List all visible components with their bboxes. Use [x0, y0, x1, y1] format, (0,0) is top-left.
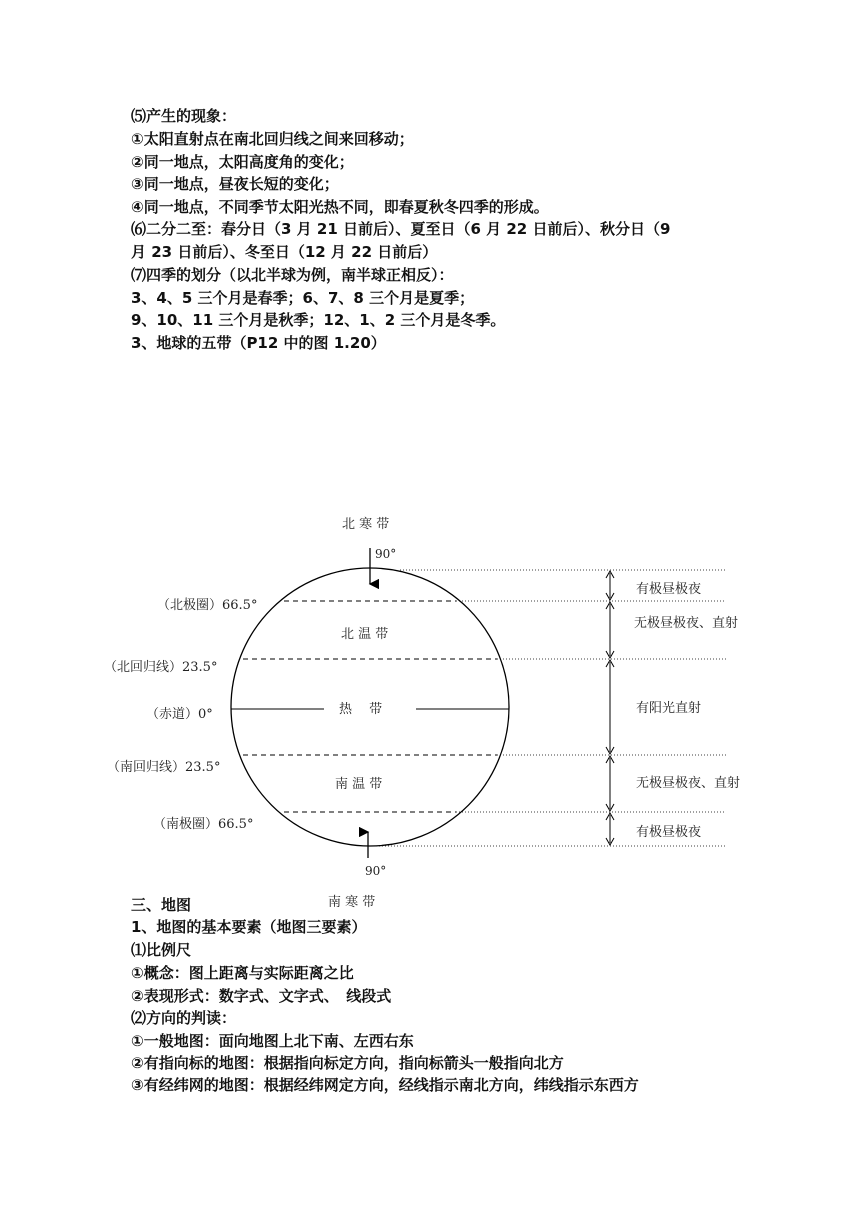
right-label-temperate-north: 无极昼极夜、直射	[634, 616, 739, 631]
right-label-polar-south: 有极昼极夜	[636, 825, 702, 840]
south-temperate-label: 南 温 带	[335, 777, 383, 792]
range-arrow-polar-south	[606, 813, 614, 845]
range-arrow-temperate-south	[606, 756, 614, 811]
tropic-cancer-label: （北回归线）23.5°	[104, 660, 218, 675]
north-temperate-label: 北 温 带	[341, 627, 389, 642]
torrid-label: 热 带	[339, 702, 383, 717]
text-line: ⑺四季的划分（以北半球为例，南半球正相反）：	[131, 266, 454, 284]
antarctic-circle-label: （南极圈）66.5°	[153, 817, 254, 832]
text-line: 月 23 日前后）、冬至日（12 月 22 日前后）	[131, 243, 438, 261]
text-line: ②有指向标的地图：根据指向标定方向，指向标箭头一般指向北方	[131, 1054, 564, 1072]
south-frigid-label: 南 寒 带	[328, 895, 376, 910]
range-arrow-torrid	[606, 660, 614, 754]
text-line: ⑹二分二至：春分日（3 月 21 日前后）、夏至日（6 月 22 日前后）、秋分日（9	[131, 220, 671, 238]
text-line: ⑵方向的判读：	[131, 1009, 237, 1027]
right-label-temperate-south: 无极昼极夜、直射	[636, 776, 741, 791]
text-line: ②同一地点，太阳高度角的变化；	[131, 153, 354, 171]
text-line: 1、地图的基本要素（地图三要素）	[131, 918, 367, 936]
arctic-circle-label: （北极圈）66.5°	[157, 598, 258, 613]
text-line: ⑴比例尺	[131, 941, 192, 959]
text-line: ②表现形式：数字式、文字式、 线段式	[131, 987, 392, 1005]
equator-label: （赤道）0°	[146, 707, 213, 722]
north-frigid-label: 北 寒 带	[342, 517, 390, 532]
text-line: ①一般地图：面向地图上北下南、左西右东	[131, 1032, 414, 1050]
right-label-polar-north: 有极昼极夜	[636, 582, 702, 597]
range-arrow-temperate-north	[606, 602, 614, 658]
text-line: 3、地球的五带（P12 中的图 1.20）	[131, 334, 386, 352]
text-line: 9、10、11 三个月是秋季；12、1、2 三个月是冬季。	[131, 311, 506, 329]
south-pole-degree: 90°	[365, 864, 387, 878]
text-line: ①概念：图上距离与实际距离之比	[131, 964, 354, 982]
tropic-capricorn-label: （南回归线）23.5°	[107, 760, 221, 775]
north-pole-degree: 90°	[375, 547, 397, 561]
range-arrow-polar-north	[606, 571, 614, 600]
text-line: ③有经纬网的地图：根据经纬网定方向，经线指示南北方向，纬线指示东西方	[131, 1076, 639, 1094]
section-heading: 三、地图	[131, 896, 192, 914]
text-line: ①太阳直射点在南北回归线之间来回移动；	[131, 130, 414, 148]
text-line: ④同一地点，不同季节太阳光热不同，即春夏秋冬四季的形成。	[131, 198, 549, 216]
right-label-torrid: 有阳光直射	[636, 701, 702, 716]
text-line: ⑸产生的现象：	[131, 107, 237, 125]
text-line: ③同一地点，昼夜长短的变化；	[131, 175, 339, 193]
text-line: 3、4、5 三个月是春季；6、7、8 三个月是夏季；	[131, 289, 475, 307]
